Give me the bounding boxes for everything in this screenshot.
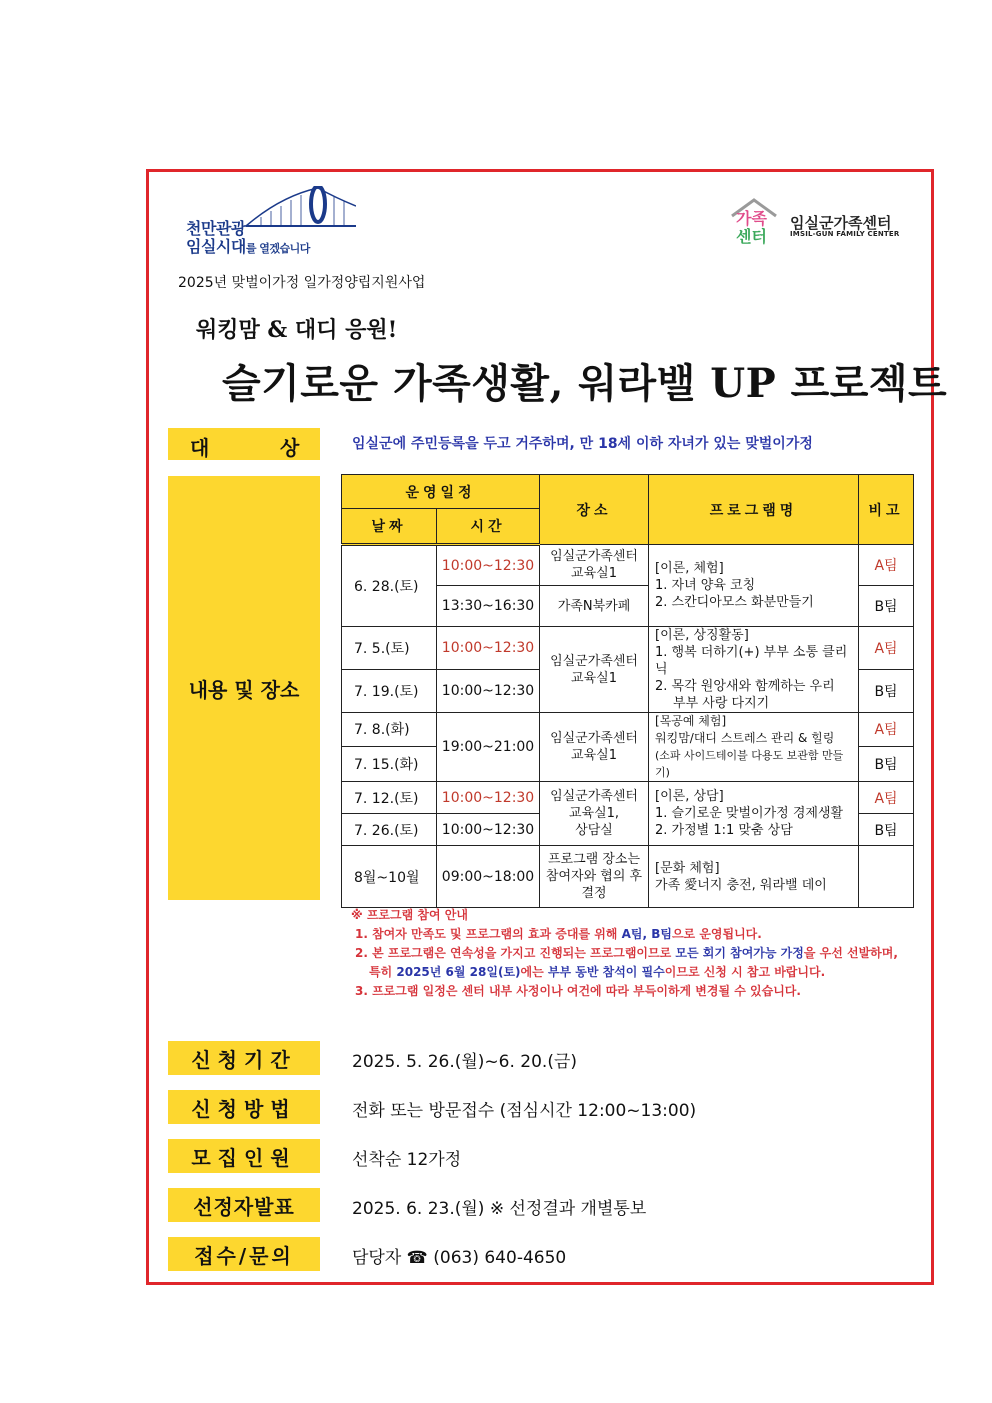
row1-date: 6. 28.(토) <box>342 545 437 627</box>
row2-date-b: 7. 19.(토) <box>342 670 437 713</box>
row2-date-a: 7. 5.(토) <box>342 627 437 670</box>
contact-label: 접수/문의 <box>168 1237 320 1271</box>
row2-time-a: 10:00~12:30 <box>437 627 540 670</box>
header-place: 장소 <box>540 475 649 545</box>
row5-program: [문화 체험] 가족 愛너지 충전, 워라밸 데이 <box>649 846 859 908</box>
schedule-table <box>341 474 914 908</box>
row3-date-b: 7. 15.(화) <box>342 746 437 781</box>
row2-time-b: 10:00~12:30 <box>437 670 540 713</box>
recruit-count-label: 모집인원 <box>168 1139 320 1173</box>
row5-note <box>859 846 914 908</box>
row2-note-b: B팀 <box>859 670 914 713</box>
family-center-logo <box>728 196 918 248</box>
row4-date-a: 7. 12.(토) <box>342 782 437 814</box>
row4-place: 임실군가족센터 교육실1, 상담실 <box>540 782 649 846</box>
row2-place: 임실군가족센터 교육실1 <box>540 627 649 713</box>
note-item-3: 3. 프로그램 일정은 센터 내부 사정이나 여건에 따라 부득이하게 변경될 수 있습니다. <box>355 984 801 998</box>
row5-time: 09:00~18:00 <box>437 846 540 908</box>
row4-time-a: 10:00~12:30 <box>437 782 540 814</box>
row1-program: [이론, 체험] 1. 자녀 양육 코칭 2. 스칸디아모스 화분만들기 <box>649 545 859 627</box>
row5-place: 프로그램 장소는 참여자와 협의 후 결정 <box>540 846 649 908</box>
note-item-1: 1. 참여자 만족도 및 프로그램의 효과 증대를 위해 A팀, B팀으로 운영됩니다. <box>355 927 762 941</box>
header-note: 비고 <box>859 475 914 545</box>
project-line: 2025년 맞벌이가정 일가정양립지원사업 <box>178 275 426 291</box>
row1-note-a: A팀 <box>859 545 914 586</box>
header-date: 날짜 <box>342 509 437 545</box>
announce-label: 선정자발표 <box>168 1188 320 1222</box>
apply-period-label: 신청기간 <box>168 1041 320 1075</box>
apply-period-value: 2025. 5. 26.(월)~6. 20.(금) <box>352 1052 578 1072</box>
family-center-name-en: IMSIL-GUN FAMILY CENTER <box>790 230 900 238</box>
row3-time: 19:00~21:00 <box>437 713 540 782</box>
row3-note-b: B팀 <box>859 746 914 781</box>
participation-notes <box>351 906 907 1001</box>
header-schedule: 운영일정 <box>342 475 540 509</box>
row1-time-b: 13:30~16:30 <box>437 586 540 627</box>
family-center-name: 임실군가족센터 <box>790 214 892 232</box>
row5-date: 8월~10월 <box>342 846 437 908</box>
row4-date-b: 7. 26.(토) <box>342 814 437 846</box>
recruit-count-value: 선착순 12가정 <box>352 1150 462 1170</box>
slogan-line1: 천만관광 <box>186 219 246 238</box>
family-center-mark-icon: 가족 센터 <box>728 196 780 248</box>
row1-place-b: 가족N북카페 <box>540 586 649 627</box>
target-label: 대 상 <box>168 428 320 460</box>
row3-program: [목공예 체험] 워킹맘/대디 스트레스 관리 & 힐링 (소파 사이드테이블 다용도 보관함 만들기) <box>649 713 859 782</box>
target-text: 임실군에 주민등록을 두고 거주하며, 만 18세 이하 자녀가 있는 맞벌이가정 <box>352 436 813 452</box>
row1-note-b: B팀 <box>859 586 914 627</box>
imsil-slogan-logo <box>186 186 356 256</box>
announce-value: 2025. 6. 23.(월) ※ 선정결과 개별통보 <box>352 1199 647 1219</box>
main-title: 슬기로운 가족생활, 워라밸 UP 프로젝트 <box>222 360 948 407</box>
row2-program: [이론, 상징활동] 1. 행복 더하기(+) 부부 소통 클리닉 2. 목각 원앙새와 함께하는 우리 부부 사랑 다지기 <box>649 627 859 713</box>
row4-time-b: 10:00~12:30 <box>437 814 540 846</box>
content-label: 내용 및 장소 <box>168 476 320 900</box>
notes-header: ※ 프로그램 참여 안내 <box>351 908 468 922</box>
row2-note-a: A팀 <box>859 627 914 670</box>
contact-value: 담당자 ☎ (063) 640-4650 <box>352 1248 567 1268</box>
slogan-line2: 임실시대를 열겠습니다 <box>186 237 310 256</box>
row3-place: 임실군가족센터 교육실1 <box>540 713 649 782</box>
row4-program: [이론, 상담] 1. 슬기로운 맞벌이가정 경제생활 2. 가정별 1:1 맞춤 상담 <box>649 782 859 846</box>
note-item-2: 2. 본 프로그램은 연속성을 가지고 진행되는 프로그램이므로 모든 회기 참여가능 가정을 우선 선발하며, 특히 2025년 6월 28일(토)에는 부부 동반 참석이 필수이므로 신청 시 참고 바랍니다. <box>355 946 898 979</box>
row4-note-b: B팀 <box>859 814 914 846</box>
apply-method-value: 전화 또는 방문접수 (점심시간 12:00~13:00) <box>352 1101 697 1121</box>
header-time: 시간 <box>437 509 540 545</box>
row3-note-a: A팀 <box>859 713 914 747</box>
row3-date-a: 7. 8.(화) <box>342 713 437 747</box>
row4-note-a: A팀 <box>859 782 914 814</box>
subtitle: 워킹맘 & 대디 응원! <box>196 317 398 343</box>
row1-time-a: 10:00~12:30 <box>437 545 540 586</box>
header-program: 프로그램명 <box>649 475 859 545</box>
apply-method-label: 신청방법 <box>168 1090 320 1124</box>
row1-place-a: 임실군가족센터 교육실1 <box>540 545 649 586</box>
